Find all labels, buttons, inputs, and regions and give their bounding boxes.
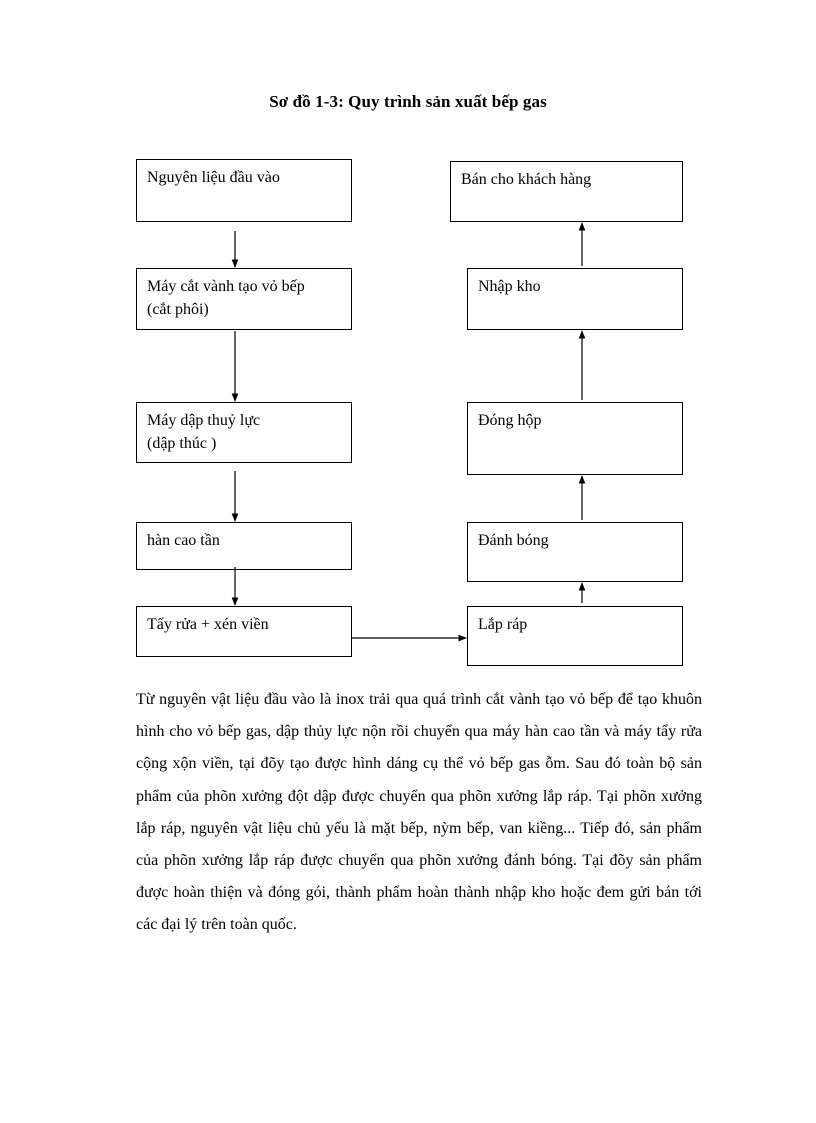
node-label: Đóng hộp <box>478 412 542 429</box>
node-label: Máy cắt vành tạo vỏ bếp (cắt phôi) <box>147 278 305 318</box>
node-label: Nguyên liệu đầu vào <box>147 169 280 186</box>
node-label: hàn cao tần <box>147 532 220 549</box>
node-label: Lắp ráp <box>478 616 528 633</box>
node-label: Tẩy rửa + xén viền <box>147 616 269 633</box>
node-label: Bán cho khách hàng <box>461 171 592 188</box>
node-label: Nhập kho <box>478 278 541 295</box>
diagram-title: Sơ đồ 1-3: Quy trình sản xuất bếp gas <box>269 92 547 111</box>
node-label: Đánh bóng <box>478 532 549 549</box>
description-paragraph: Từ nguyên vật liệu đầu vào là inox trải qua quá trình cắt vành tạo vỏ bếp để tạo khuôn hình cho vỏ bếp gas, dập thủy lực nộn rồi chuyển qua máy hàn cao tần và máy tẩy rửa cộng xộn viền, tại đõy tạo được hình dáng cụ thể vỏ bếp gas ỗm. Sau đó toàn bộ sản phẩm của phõn xưởng đột dập được chuyển qua phõn xưởng lắp ráp. Tại phõn xưởng lắp ráp, nguyên vật liệu chủ yếu là mặt bếp, nỳm bếp, van kiềng... Tiếp đó, sản phẩm của phõn xưởng lắp ráp được chuyển qua phõn xưởng đánh bóng. Tại đõy sản phẩm được hoàn thiện và đóng gói, thành phẩm hoàn thành nhập kho hoặc đem gửi bán tới các đại lý trên toàn quốc. <box>136 691 702 934</box>
node-label: Máy dập thuỷ lực (dập thúc ) <box>147 412 261 452</box>
